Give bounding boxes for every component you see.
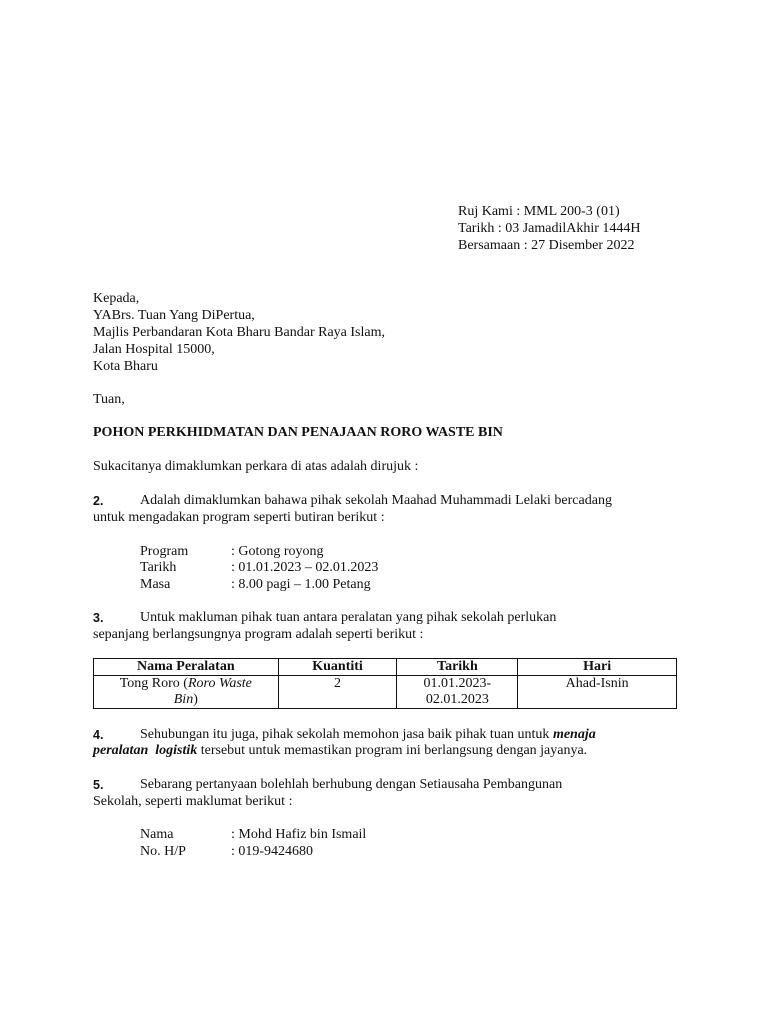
- table-header-row: [94, 659, 677, 676]
- cell-date: [397, 676, 518, 709]
- paragraph-number: 4.: [93, 728, 104, 742]
- salutation: Tuan,: [93, 392, 125, 407]
- paragraph-line: Sebarang pertanyaan bolehlah berhubung dengan Setiausaha Pembangunan: [140, 777, 563, 792]
- cell-equipment-name: [94, 676, 279, 709]
- reference-number: Ruj Kami : MML 200-3 (01): [458, 204, 620, 219]
- column-header-equipment: Nama Peralatan: [94, 659, 279, 676]
- paragraph-line: Sekolah, seperti maklumat berikut :: [93, 794, 293, 809]
- paragraph-number: 5.: [93, 778, 104, 792]
- program-label: Tarikh: [140, 560, 177, 575]
- program-label: Program: [140, 544, 189, 559]
- contact-value: : Mohd Hafiz bin Ismail: [231, 827, 367, 842]
- contact-row: [0, 826, 768, 843]
- column-header-date: Tarikh: [397, 659, 518, 676]
- letter-subject: POHON PERKHIDMATAN DAN PENAJAAN RORO WASTE BIN: [93, 425, 503, 440]
- paragraph-line: [140, 726, 596, 743]
- program-row: [0, 559, 768, 576]
- intro-paragraph: Sukacitanya dimaklumkan perkara di atas adalah dirujuk :: [93, 459, 419, 474]
- program-row: [0, 543, 768, 560]
- equipment-table: [93, 658, 677, 709]
- column-header-day: Hari: [518, 659, 677, 676]
- date-start: 01.01.2023-: [423, 676, 492, 691]
- date-end: 02.01.2023: [425, 692, 489, 707]
- contact-row: [0, 843, 768, 860]
- cell-day: Ahad-Isnin: [518, 676, 677, 709]
- recipient-line: Majlis Perbandaran Kota Bharu Bandar Raya Islam,: [93, 325, 385, 340]
- paragraph-line: untuk mengadakan program seperti butiran berikut :: [93, 510, 385, 525]
- program-label: Masa: [140, 577, 171, 592]
- emphasis-text: menaja: [552, 727, 596, 742]
- column-header-quantity: Kuantiti: [278, 659, 397, 676]
- paragraph-text: tersebut untuk memastikan program ini berlangsung dengan jayanya.: [197, 743, 588, 758]
- program-value: : Gotong royong: [231, 544, 324, 559]
- paragraph-line: [93, 742, 587, 759]
- paragraph-line: Untuk makluman pihak tuan antara peralatan yang pihak sekolah perlukan: [140, 610, 557, 625]
- equipment-name-suffix: ): [193, 692, 198, 707]
- equipment-name-italic: Bin: [173, 692, 194, 707]
- emphasis-text: peralatan logistik: [93, 743, 198, 758]
- contact-label: Nama: [140, 827, 174, 842]
- program-row: [0, 576, 768, 593]
- cell-quantity: 2: [278, 676, 397, 709]
- paragraph-line: Adalah dimaklumkan bahawa pihak sekolah Maahad Muhammadi Lelaki bercadang: [140, 493, 612, 508]
- program-value: : 8.00 pagi – 1.00 Petang: [231, 577, 371, 592]
- recipient-line: Kepada,: [93, 291, 140, 306]
- program-value: : 01.01.2023 – 02.01.2023: [231, 560, 379, 575]
- contact-value: : 019-9424680: [231, 844, 314, 859]
- paragraph-text: Sehubungan itu juga, pihak sekolah memohon jasa baik pihak tuan untuk: [140, 727, 553, 742]
- recipient-line: YABrs. Tuan Yang DiPertua,: [93, 308, 255, 323]
- reference-date-gregorian: Bersamaan : 27 Disember 2022: [458, 238, 635, 253]
- recipient-line: Kota Bharu: [93, 359, 158, 374]
- equipment-name-prefix: Tong Roro (: [119, 676, 188, 691]
- paragraph-number: 2.: [93, 494, 104, 508]
- paragraph-number: 3.: [93, 611, 104, 625]
- recipient-line: Jalan Hospital 15000,: [93, 342, 215, 357]
- equipment-name-italic: Roro Waste: [187, 676, 252, 691]
- contact-label: No. H/P: [140, 844, 186, 859]
- table-row: [94, 676, 677, 709]
- reference-date-hijri: Tarikh : 03 JamadilAkhir 1444H: [458, 221, 641, 236]
- paragraph-line: sepanjang berlangsungnya program adalah seperti berikut :: [93, 627, 424, 642]
